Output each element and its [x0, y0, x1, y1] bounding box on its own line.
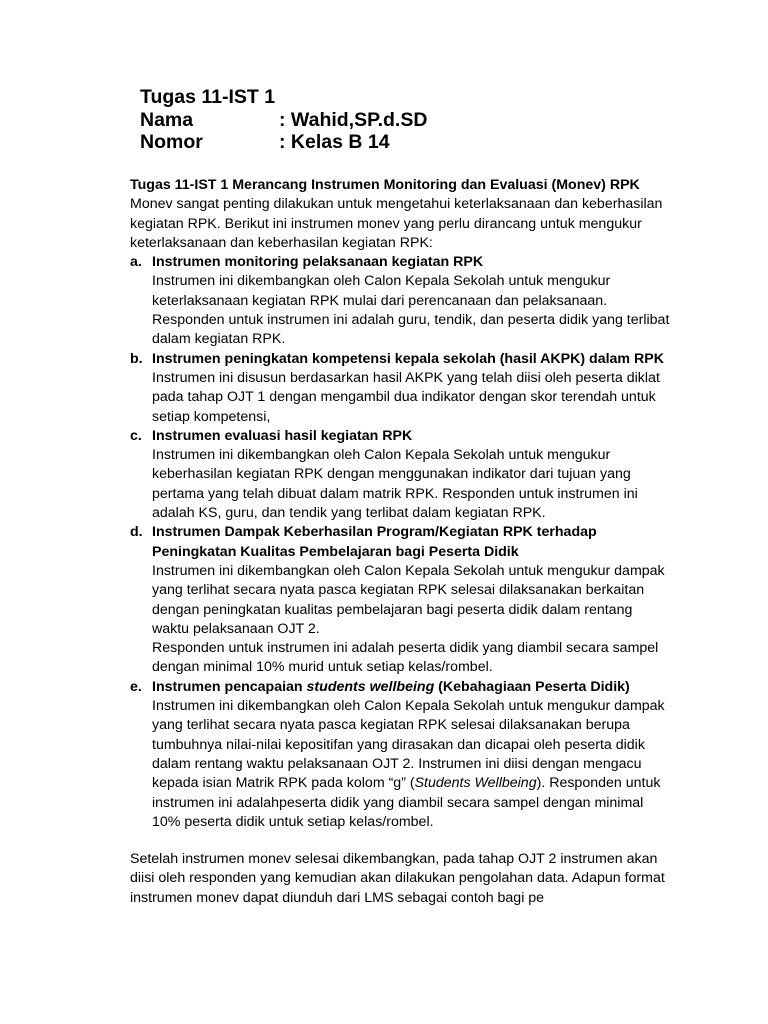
- list-item: [130, 523, 672, 677]
- list-marker: c.: [130, 427, 142, 444]
- item-body: Instrumen ini dikembangkan oleh Calon Kepala Sekolah untuk mengukur keberhasilan kegiatan RPK dengan menggunakan indikator dari tujuan yang pertama yang telah dibuat dalam matrik RPK. Responden untuk instrumen ini adalah KS, guru, dan tendik yang terlibat dalam kegiatan RPK.: [152, 447, 638, 522]
- paragraph-gap: [130, 832, 672, 850]
- item-title-italic: students wellbeing: [306, 678, 435, 695]
- list-item: [130, 350, 672, 427]
- header-number-row: [140, 131, 427, 154]
- list-item: [130, 678, 672, 832]
- document-header: [140, 86, 427, 154]
- item-title: Instrumen Dampak Keberhasilan Program/Kegiatan RPK terhadap Peningkatan Kualitas Pembelajaran bagi Peserta Didik: [152, 524, 597, 560]
- item-title-part: (Kebahagiaan Peserta Didik): [434, 678, 630, 695]
- list-marker: b.: [130, 350, 143, 367]
- item-body-part: ). Responden untuk instrumen ini adalahpeserta didik yang diambil secara sampel dengan minimal 10% peserta didik untuk setiap kelas/rombel.: [152, 775, 661, 830]
- item-title: Instrumen monitoring pelaksanaan kegiatan RPK: [152, 254, 484, 271]
- item-body: Instrumen ini dikembangkan oleh Calon Kepala Sekolah untuk mengukur keterlaksanaan kegiatan RPK mulai dari perencanaan dan pelaksanaan. Responden untuk instrumen ini adalah guru, tendik, dan peserta didik yang terlibat dalam kegiatan RPK.: [152, 273, 670, 348]
- item-title: [152, 678, 672, 697]
- list-marker: e.: [130, 678, 142, 695]
- document-body: [130, 176, 672, 908]
- item-body: Instrumen ini dikembangkan oleh Calon Kepala Sekolah untuk mengukur dampak yang terlihat secara nyata pasca kegiatan RPK selesai dilaksanakan berkaitan dengan peningkatan kualitas pembelajaran bagi peserta didik dalam rentang waktu pelaksanaan OJT 2.: [152, 562, 665, 637]
- section-title: Tugas 11-IST 1 Merancang Instrumen Monitoring dan Evaluasi (Monev) RPK: [130, 177, 640, 193]
- closing-paragraph: Setelah instrumen monev selesai dikembangkan, pada tahap OJT 2 instrumen akan diisi oleh responden yang kemudian akan dilakukan pengolahan data. Adapun format instrumen monev dapat diunduh dari LMS sebagai contoh bagi pe: [130, 851, 665, 906]
- item-body: Instrumen ini disusun berdasarkan hasil AKPK yang telah diisi oleh peserta diklat pada tahap OJT 1 dengan mengambil dua indikator dengan skor terendah untuk setiap kompetensi,: [152, 369, 660, 425]
- list-item: [130, 427, 672, 523]
- list-item: [130, 253, 672, 349]
- number-value: : Kelas B 14: [279, 131, 390, 153]
- item-body-respondent: Responden untuk instrumen ini adalah peserta didik yang diambil secara sampel dengan minimal 10% murid untuk setiap kelas/rombel.: [152, 640, 659, 676]
- instrument-list: [130, 253, 672, 832]
- assignment-title: Tugas 11-IST 1: [140, 86, 276, 108]
- item-title: Instrumen peningkatan kompetensi kepala sekolah (hasil AKPK) dalam RPK: [152, 350, 664, 367]
- item-body-italic: Students Wellbeing: [414, 775, 537, 792]
- name-value: : Wahid,SP.d.SD: [279, 108, 428, 131]
- item-body-part: Instrumen ini dikembangkan oleh Calon Kepala Sekolah untuk mengukur dampak yang terlihat secara nyata pasca kegiatan RPK selesai dilaksanakan berupa tumbuhnya nilai-nilai kepositifan yang dirasakan dan dicapai oleh peserta didik dalam rentang waktu pelaksanaan OJT 2. Instrumen ini diisi dengan mengacu kepada isian Matrik RPK pada kolom “g” (: [152, 698, 665, 792]
- list-marker: d.: [130, 524, 143, 541]
- item-title-part: Instrumen pencapaian: [152, 678, 307, 695]
- item-body: [152, 697, 672, 832]
- header-name-row: [140, 109, 427, 132]
- name-label: Nama: [140, 108, 194, 131]
- header-title-row: [140, 86, 427, 109]
- item-title: Instrumen evaluasi hasil kegiatan RPK: [152, 427, 413, 444]
- list-marker: a.: [130, 254, 142, 271]
- number-label: Nomor: [140, 131, 203, 153]
- intro-paragraph: Monev sangat penting dilakukan untuk mengetahui keterlaksanaan dan keberhasilan kegiatan RPK. Berikut ini instrumen monev yang perlu dirancang untuk mengukur keterlaksanaan dan keberhasilan kegiatan RPK:: [130, 196, 663, 251]
